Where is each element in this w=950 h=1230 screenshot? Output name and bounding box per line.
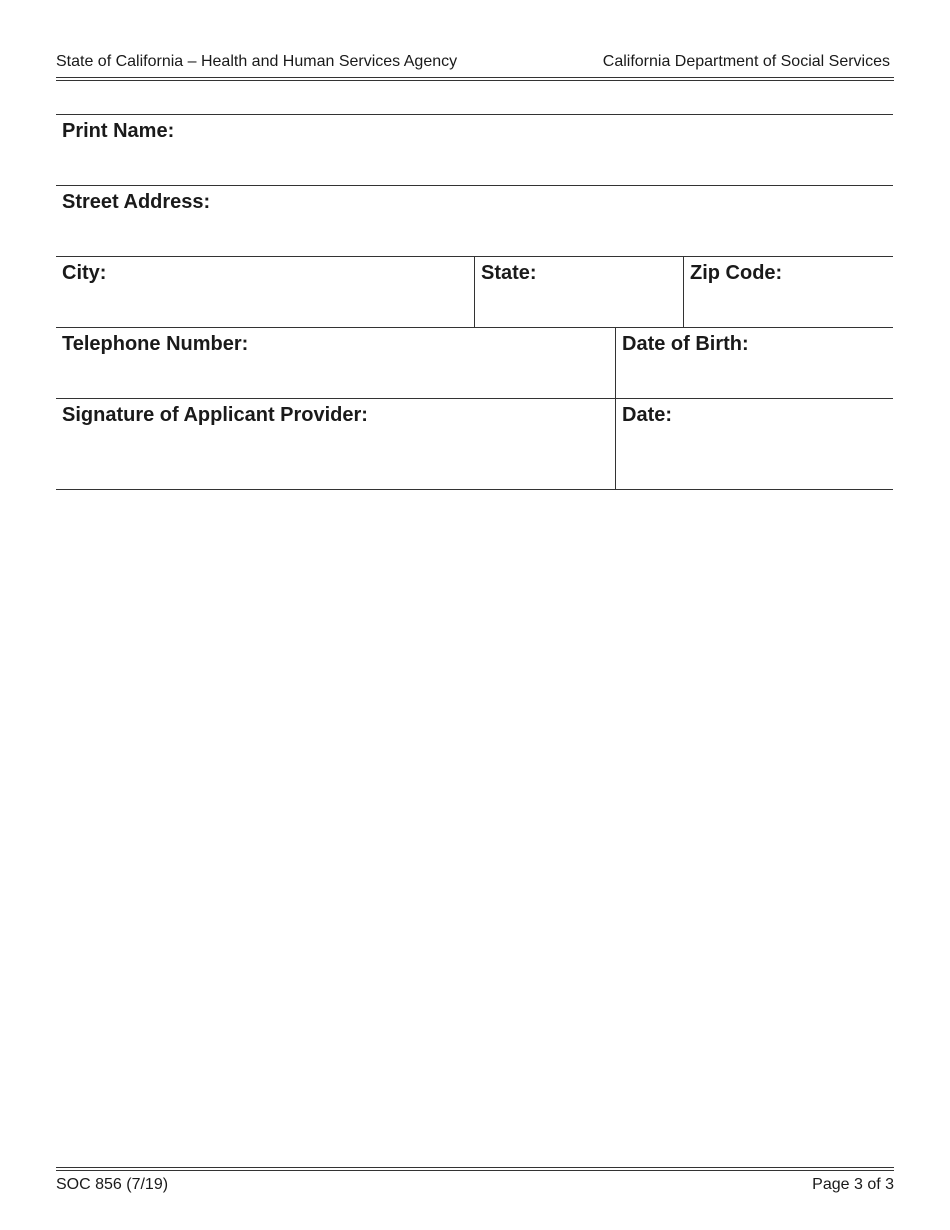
city-state-zip-row: [56, 257, 893, 328]
street-address-label: Street Address:: [62, 191, 211, 213]
print-name-field[interactable]: [56, 115, 893, 185]
header-rule-bottom: [56, 80, 894, 81]
state-field[interactable]: [474, 257, 683, 327]
footer-rule-top: [56, 1167, 894, 1168]
street-address-row: [56, 186, 893, 257]
header-rule-top: [56, 77, 894, 78]
signature-date-row: [56, 399, 893, 490]
telephone-dob-row: [56, 328, 893, 399]
zip-code-field[interactable]: [683, 257, 893, 327]
applicant-info-form: [56, 114, 893, 490]
footer-rule-bottom: [56, 1170, 894, 1171]
telephone-field[interactable]: [56, 328, 615, 398]
street-address-field[interactable]: [56, 186, 893, 256]
form-id: SOC 856 (7/19): [56, 1176, 169, 1193]
header-department: California Department of Social Services: [602, 53, 890, 70]
state-label: State:: [481, 262, 537, 284]
header-agency: State of California – Health and Human Services Agency: [56, 53, 458, 70]
page-number: Page 3 of 3: [812, 1176, 894, 1193]
signature-label: Signature of Applicant Provider:: [62, 404, 368, 426]
date-of-birth-field[interactable]: [615, 328, 893, 398]
print-name-label: Print Name:: [62, 120, 175, 142]
date-field[interactable]: [615, 399, 893, 489]
date-label: Date:: [622, 404, 673, 426]
date-of-birth-label: Date of Birth:: [622, 333, 749, 355]
city-field[interactable]: [56, 257, 474, 327]
telephone-label: Telephone Number:: [62, 333, 249, 355]
city-label: City:: [62, 262, 107, 284]
signature-field[interactable]: [56, 399, 615, 489]
print-name-row: [56, 115, 893, 186]
zip-code-label: Zip Code:: [690, 262, 783, 284]
